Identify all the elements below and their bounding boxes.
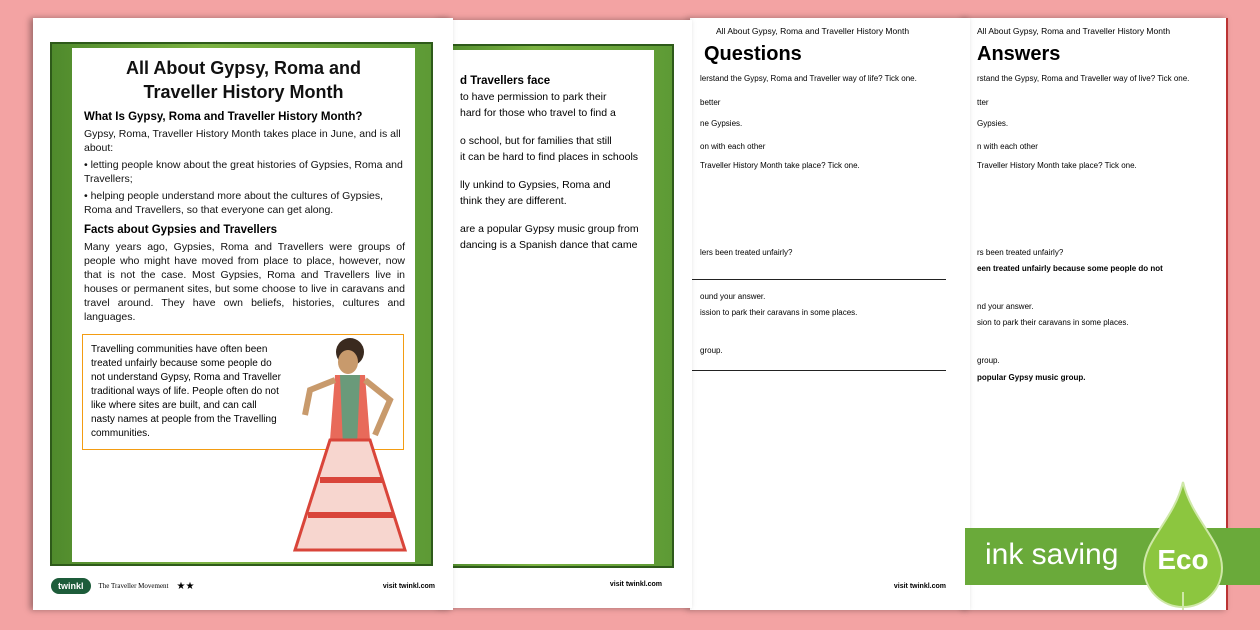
text-line: lly unkind to Gypsies, Roma and: [460, 179, 611, 191]
eco-label: Eco: [1157, 544, 1209, 575]
page-header: All About Gypsy, Roma and Traveller History Month: [716, 26, 910, 36]
section-heading: d Travellers face: [460, 75, 551, 87]
footer-url: visit twinkl.com: [609, 580, 662, 588]
option-line: tter: [977, 98, 989, 107]
text-line: think they are different.: [460, 195, 567, 207]
question-line: Traveller History Month take place? Tick one.: [700, 161, 860, 170]
flamenco-dancer-illustration: [290, 330, 410, 560]
answer-line: popular Gypsy music group.: [977, 373, 1086, 382]
difficulty-stars: ★★: [176, 580, 195, 592]
text-line: it can be hard to find places in schools: [460, 151, 639, 163]
option-line: ne Gypsies.: [700, 119, 743, 128]
footer-url: visit twinkl.com: [382, 582, 435, 590]
partner-logo: The Traveller Movement: [98, 582, 169, 590]
answer-line: een treated unfairly because some people do not: [977, 264, 1163, 273]
section-heading: What Is Gypsy, Roma and Traveller History Month?: [84, 111, 363, 123]
question-line: group.: [977, 356, 1000, 365]
option-line: Gypsies.: [977, 119, 1009, 128]
question-line: lerstand the Gypsy, Roma and Traveller way of life? Tick one.: [700, 74, 917, 83]
bullet: • helping people understand more about the cultures of Gypsies, Roma and Travellers, so that everyone can get along.: [84, 190, 384, 216]
bullet: • letting people know about the great histories of Gypsies, Roma and Travellers;: [84, 159, 403, 185]
text-line: dancing is a Spanish dance that came: [460, 239, 638, 251]
paragraph: Gypsy, Roma, Traveller History Month takes place in June, and is all about:: [84, 128, 401, 154]
question-line: rstand the Gypsy, Roma and Traveller way of live? Tick one.: [977, 74, 1190, 83]
option-line: n with each other: [977, 142, 1038, 151]
page-header: All About Gypsy, Roma and Traveller History Month: [977, 26, 1171, 36]
section-heading: Facts about Gypsies and Travellers: [84, 224, 278, 236]
page-title: All About Gypsy, Roma and Traveller History Month: [125, 58, 362, 102]
question-line: ound your answer.: [700, 292, 766, 301]
question-line: Traveller History Month take place? Tick one.: [977, 161, 1137, 170]
answer-line: sion to park their caravans in some places.: [977, 318, 1129, 327]
questions-page: [690, 18, 970, 610]
option-line: on with each other: [700, 142, 766, 151]
question-line: lers been treated unfairly?: [700, 248, 793, 257]
page-footer: [51, 574, 435, 598]
page-title: Questions: [704, 43, 802, 65]
info-box-text: Travelling communities have often been treated unfairly because some people do not understand Gypsy, Roma and Traveller traditional ways of life. People often do not like where sites are built, and can call nasty names at people from the Travelling communities.: [91, 344, 281, 439]
grass-border: [440, 44, 674, 568]
text-line: are a popular Gypsy music group from: [460, 223, 639, 235]
text-line: o school, but for families that still: [460, 135, 612, 147]
question-line: nd your answer.: [977, 302, 1034, 311]
text-line: hard for those who travel to find a: [460, 107, 616, 119]
question-line: ission to park their caravans in some places.: [700, 308, 858, 317]
question-line: rs been treated unfairly?: [977, 248, 1064, 257]
option-line: better: [700, 98, 721, 107]
ink-saving-label: ink saving: [985, 538, 1119, 571]
eco-drop-icon: [1142, 480, 1224, 610]
grass-border: [50, 42, 433, 566]
paragraph: Many years ago, Gypsies, Roma and Travellers were groups of people who might have moved from place to place, however, now that is not the case. Most Gypsies, Roma and Travellers live in houses or permanent sites, but some choose to live in caravans and travel around. They have own beliefs, histories, cultures and languages.: [84, 241, 405, 323]
page-title: Answers: [977, 43, 1061, 65]
twinkl-logo: twinkl: [51, 578, 91, 594]
question-line: group.: [700, 346, 723, 355]
text-line: to have permission to park their: [460, 91, 607, 103]
fact-sheet-page-2: [440, 20, 692, 608]
footer-url: visit twinkl.com: [893, 582, 946, 590]
fact-sheet-page: [33, 18, 453, 610]
